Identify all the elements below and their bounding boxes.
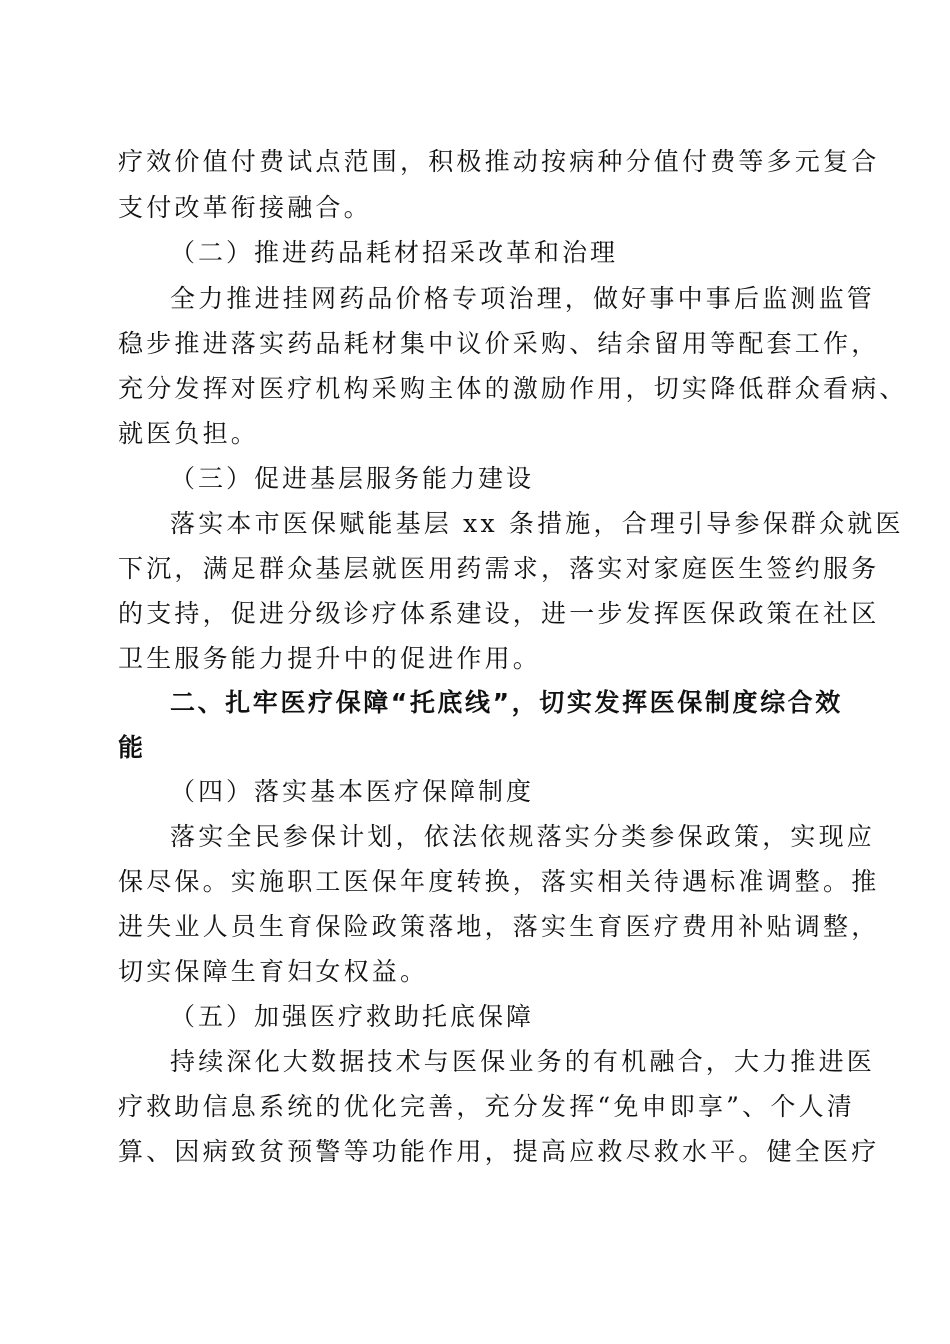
body-text-line: 就医负担。 xyxy=(118,419,260,448)
body-text-line: 支付改革衔接融合。 xyxy=(118,193,372,222)
section-heading: （五）加强医疗救助托底保障 xyxy=(170,1002,535,1031)
body-text-line: 卫生服务能力提升中的促进作用。 xyxy=(118,644,542,673)
body-text-line: 的支持，促进分级诊疗体系建设，进一步发挥医保政策在社区 xyxy=(118,599,880,628)
body-text-line: 疗救助信息系统的优化完善，充分发挥“免申即享”、个人清 xyxy=(118,1092,855,1121)
body-text-line: 落实本市医保赋能基层 xx 条措施，合理引导参保群众就医 xyxy=(170,509,904,538)
section-heading: （二）推进药品耗材招采改革和治理 xyxy=(170,238,619,267)
body-text-line: 疗效价值付费试点范围，积极推动按病种分值付费等多元复合 xyxy=(118,147,880,176)
body-text-line: 持续深化大数据技术与医保业务的有机融合，大力推进医 xyxy=(170,1047,876,1076)
body-text-line: 下沉，满足群众基层就医用药需求，落实对家庭医生签约服务 xyxy=(118,554,880,583)
body-text-line: 充分发挥对医疗机构采购主体的激励作用，切实降低群众看病、 xyxy=(118,374,908,403)
body-text-line: 算、因病致贫预警等功能作用，提高应救尽救水平。健全医疗 xyxy=(118,1137,880,1166)
section-heading: （四）落实基本医疗保障制度 xyxy=(170,777,535,806)
body-text-line: 落实全民参保计划，依法依规落实分类参保政策，实现应 xyxy=(170,822,876,851)
body-text-line: 保尽保。实施职工医保年度转换，落实相关待遇标准调整。推 xyxy=(118,867,880,896)
body-text-line: 稳步推进落实药品耗材集中议价采购、结余留用等配套工作， xyxy=(118,329,880,358)
section-heading: （三）促进基层服务能力建设 xyxy=(170,464,535,493)
body-text-line: 进失业人员生育保险政策落地，落实生育医疗费用补贴调整， xyxy=(118,912,880,941)
body-text-line: 切实保障生育妇女权益。 xyxy=(118,957,429,986)
chapter-heading-continued: 能 xyxy=(118,733,146,762)
body-text-line: 全力推进挂网药品价格专项治理，做好事中事后监测监管 xyxy=(170,284,876,313)
chapter-heading: 二、扎牢医疗保障“托底线”，切实发挥医保制度综合效 xyxy=(170,688,843,717)
